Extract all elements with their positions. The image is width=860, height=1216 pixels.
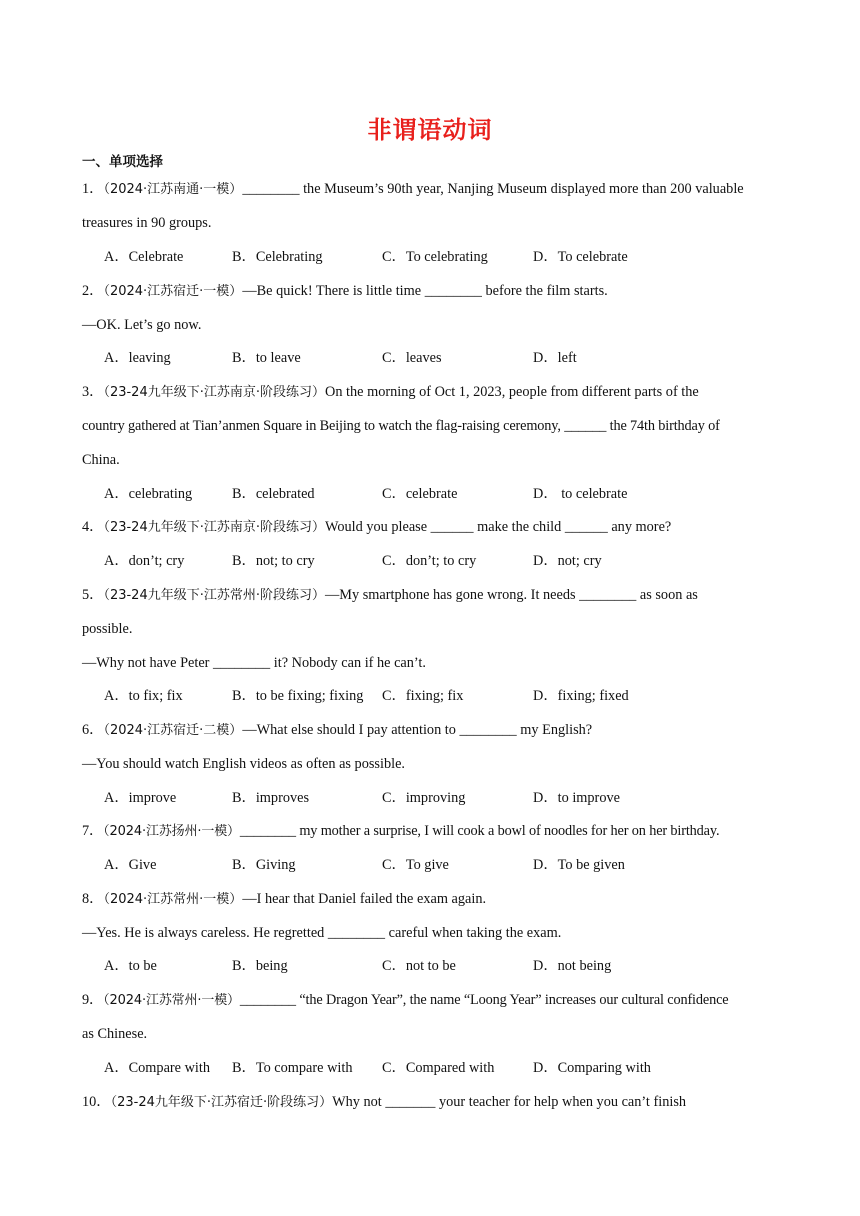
question-2-line-2: —OK. Let’s go now. bbox=[82, 317, 202, 333]
q6-option-a[interactable]: A．improve bbox=[104, 790, 177, 806]
q5-option-b[interactable]: B．to be fixing; fixing bbox=[232, 688, 364, 704]
question-source: （2024·江苏宿迁·一模） bbox=[103, 284, 243, 299]
question-text: ________ my mother a surprise, I will cook a bowl of noodles for her on her birthday. bbox=[239, 823, 720, 839]
question-source: （23-24九年级下·江苏南京·阶段练习） bbox=[103, 385, 325, 400]
question-source: （2024·江苏常州·一模） bbox=[103, 892, 243, 907]
question-7-line-1 bbox=[82, 821, 719, 842]
q7-option-b[interactable]: B．Giving bbox=[232, 857, 296, 873]
q6-option-c[interactable]: C．improving bbox=[382, 790, 466, 806]
question-text: On the morning of Oct 1, 2023, people from different parts of the bbox=[325, 384, 699, 400]
q4-option-b[interactable]: B．not; to cry bbox=[232, 553, 315, 569]
q4-option-d[interactable]: D．not; cry bbox=[533, 553, 602, 569]
question-5-line-1 bbox=[82, 585, 698, 606]
q7-option-d[interactable]: D．To be given bbox=[533, 857, 625, 873]
q8-option-b[interactable]: B．being bbox=[232, 958, 288, 974]
question-5-line-3: —Why not have Peter ________ it? Nobody can if he can’t. bbox=[82, 655, 426, 671]
question-6-line-1 bbox=[82, 720, 592, 741]
question-2-line-1 bbox=[82, 281, 608, 302]
question-number: 6． bbox=[82, 722, 104, 738]
q5-option-d[interactable]: D．fixing; fixed bbox=[533, 688, 629, 704]
q1-option-a[interactable]: A．Celebrate bbox=[104, 249, 184, 265]
question-text: Why not _______ your teacher for help when you can’t finish bbox=[332, 1094, 687, 1110]
question-number: 10． bbox=[82, 1094, 111, 1110]
question-text: ________ “the Dragon Year”, the name “Loong Year” increases our cultural confidence bbox=[239, 992, 729, 1008]
q1-option-b[interactable]: B．Celebrating bbox=[232, 249, 323, 265]
q9-option-b[interactable]: B．To compare with bbox=[232, 1060, 353, 1076]
question-9-line-2: as Chinese. bbox=[82, 1026, 148, 1042]
question-number: 9． bbox=[82, 992, 104, 1008]
question-10-line-1 bbox=[82, 1092, 686, 1113]
q5-option-a[interactable]: A．to fix; fix bbox=[104, 688, 183, 704]
section-heading: 一、单项选择 bbox=[82, 154, 163, 170]
question-source: （23-24九年级下·江苏常州·阶段练习） bbox=[103, 588, 325, 603]
question-number: 4． bbox=[82, 519, 104, 535]
q2-option-c[interactable]: C．leaves bbox=[382, 350, 442, 366]
q9-option-d[interactable]: D．Comparing with bbox=[533, 1060, 651, 1076]
q7-option-a[interactable]: A．Give bbox=[104, 857, 157, 873]
q2-option-b[interactable]: B．to leave bbox=[232, 350, 301, 366]
question-number: 2． bbox=[82, 283, 104, 299]
q3-option-d[interactable]: D． to celebrate bbox=[533, 486, 628, 502]
q8-option-a[interactable]: A．to be bbox=[104, 958, 157, 974]
question-text: ________ the Museum’s 90th year, Nanjing Museum displayed more than 200 valuable bbox=[242, 181, 744, 197]
question-text: Would you please ______ make the child ______ any more? bbox=[325, 519, 672, 535]
question-source: （2024·江苏常州·一模） bbox=[103, 993, 240, 1008]
question-source: （23-24九年级下·江苏南京·阶段练习） bbox=[103, 520, 325, 535]
question-1-line-1 bbox=[82, 179, 744, 200]
question-8-line-2: —Yes. He is always careless. He regretted ________ careful when taking the exam. bbox=[82, 925, 562, 941]
question-number: 3． bbox=[82, 384, 104, 400]
q4-option-c[interactable]: C．don’t; to cry bbox=[382, 553, 477, 569]
question-number: 5． bbox=[82, 587, 104, 603]
q8-option-d[interactable]: D．not being bbox=[533, 958, 612, 974]
question-source: （2024·江苏宿迁·二模） bbox=[103, 723, 243, 738]
q1-option-d[interactable]: D．To celebrate bbox=[533, 249, 628, 265]
q3-option-b[interactable]: B．celebrated bbox=[232, 486, 315, 502]
q2-option-a[interactable]: A．leaving bbox=[104, 350, 171, 366]
q9-option-a[interactable]: A．Compare with bbox=[104, 1060, 211, 1076]
question-text: —My smartphone has gone wrong. It needs ________ as soon as bbox=[325, 587, 698, 603]
question-number: 1． bbox=[82, 181, 104, 197]
q9-option-c[interactable]: C．Compared with bbox=[382, 1060, 495, 1076]
question-9-line-1 bbox=[82, 990, 728, 1011]
question-3-line-1 bbox=[82, 382, 699, 403]
q3-option-a[interactable]: A．celebrating bbox=[104, 486, 193, 502]
question-text: —What else should I pay attention to ________ my English? bbox=[242, 722, 593, 738]
question-number: 7． bbox=[82, 823, 104, 839]
q6-option-d[interactable]: D．to improve bbox=[533, 790, 620, 806]
question-3-line-3: China. bbox=[82, 452, 120, 468]
question-4-line-1 bbox=[82, 517, 671, 538]
question-number: 8． bbox=[82, 891, 104, 907]
page-title: 非谓语动词 bbox=[367, 116, 493, 144]
q2-option-d[interactable]: D．left bbox=[533, 350, 577, 366]
q7-option-c[interactable]: C．To give bbox=[382, 857, 449, 873]
q6-option-b[interactable]: B．improves bbox=[232, 790, 310, 806]
question-5-line-2: possible. bbox=[82, 621, 133, 637]
question-8-line-1 bbox=[82, 889, 486, 910]
question-text: —Be quick! There is little time ________ before the film starts. bbox=[242, 283, 608, 299]
q3-option-c[interactable]: C．celebrate bbox=[382, 486, 458, 502]
question-text: —I hear that Daniel failed the exam again. bbox=[242, 891, 487, 907]
question-1-line-2: treasures in 90 groups. bbox=[82, 215, 212, 231]
q1-option-c[interactable]: C．To celebrating bbox=[382, 249, 488, 265]
question-6-line-2: —You should watch English videos as often as possible. bbox=[82, 756, 405, 772]
q5-option-c[interactable]: C．fixing; fix bbox=[382, 688, 464, 704]
question-3-line-2: country gathered at Tian’anmen Square in Beijing to watch the flag-raising ceremony, ______ the 74th birthday of bbox=[82, 418, 720, 434]
question-source: （2024·江苏扬州·一模） bbox=[103, 824, 240, 839]
q4-option-a[interactable]: A．don’t; cry bbox=[104, 553, 185, 569]
question-source: （2024·江苏南通·一模） bbox=[103, 182, 243, 197]
q8-option-c[interactable]: C．not to be bbox=[382, 958, 456, 974]
question-source: （23-24九年级下·江苏宿迁·阶段练习） bbox=[110, 1095, 333, 1110]
